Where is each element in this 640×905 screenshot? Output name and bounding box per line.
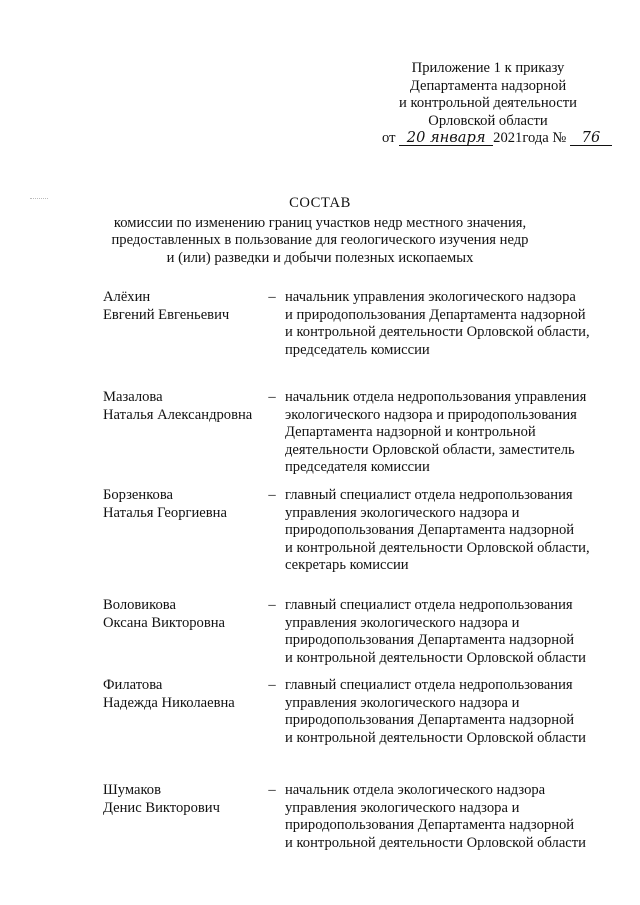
position-line: управления экологического надзора и: [285, 504, 520, 521]
member-row: [103, 389, 613, 477]
member-name: [103, 487, 268, 522]
position-line: и контрольной деятельности Орловской области: [285, 729, 586, 746]
dash-separator: –: [268, 487, 276, 503]
position-line: начальник отдела экологического надзора: [285, 782, 546, 798]
position-line: природопользования Департамента надзорной: [285, 817, 575, 833]
member-given-names: Евгений Евгеньевич: [103, 306, 230, 323]
member-surname: Шумаков: [103, 782, 161, 798]
appendix-line: Орловской области: [428, 112, 548, 129]
appendix-line: Департамента надзорной: [409, 77, 567, 94]
member-row: [103, 782, 613, 852]
member-surname: Мазалова: [103, 389, 163, 405]
member-given-names: Надежда Николаевна: [103, 694, 235, 711]
member-position: [285, 597, 613, 667]
position-line: начальник отдела недропользования управления: [285, 389, 587, 405]
position-line: председателя комиссии: [285, 459, 430, 475]
member-position: [285, 782, 613, 852]
member-name: [103, 597, 268, 632]
member-position: [285, 289, 613, 359]
dash-separator: –: [268, 677, 276, 693]
member-surname: Алёхин: [103, 289, 151, 305]
position-line: управления экологического надзора и: [285, 614, 520, 631]
order-date-line: [368, 130, 608, 148]
title-line: и (или) разведки и добычи полезных ископаемых: [166, 249, 474, 266]
position-line: главный специалист отдела недропользования: [285, 677, 573, 693]
position-line: управления экологического надзора и: [285, 799, 520, 816]
dash-separator: –: [268, 782, 276, 798]
position-line: председатель комиссии: [285, 341, 430, 358]
title-heading: СОСТАВ: [289, 195, 351, 211]
title-line: комиссии по изменению границ участков недр местного значения,: [113, 214, 527, 231]
title-line: предоставленных в пользование для геологического изучения недр: [111, 232, 529, 248]
scan-mark: [30, 198, 48, 207]
position-line: управления экологического надзора и: [285, 694, 520, 711]
position-line: начальник управления экологического надзора: [285, 289, 576, 305]
member-name: [103, 389, 268, 424]
member-given-names: Оксана Викторовна: [103, 614, 226, 631]
appendix-line: Приложение 1 к приказу: [411, 60, 565, 76]
position-line: и контрольной деятельности Орловской области: [285, 649, 586, 666]
position-line: главный специалист отдела недропользования: [285, 487, 573, 503]
position-line: природопользования Департамента надзорной: [285, 632, 575, 648]
document-title: [100, 195, 540, 267]
member-name: [103, 677, 268, 712]
member-position: [285, 389, 613, 477]
position-line: и контрольной деятельности Орловской области,: [285, 324, 590, 340]
handwritten-order-number: 76: [570, 130, 612, 146]
position-line: деятельности Орловской области, заместитель: [285, 441, 575, 458]
position-line: главный специалист отдела недропользования: [285, 597, 573, 613]
position-line: экологического надзора и природопользования: [285, 406, 577, 423]
member-row: [103, 487, 613, 575]
member-position: [285, 677, 613, 747]
position-line: природопользования Департамента надзорной: [285, 522, 575, 538]
handwritten-date: 20 января: [399, 130, 493, 146]
member-surname: Борзенкова: [103, 487, 174, 503]
date-prefix: от: [382, 130, 396, 146]
member-position: [285, 487, 613, 575]
position-line: секретарь комиссии: [285, 557, 409, 573]
year-text: 2021года №: [493, 130, 567, 146]
member-row: [103, 677, 613, 747]
appendix-block: [368, 60, 608, 148]
dash-separator: –: [268, 289, 276, 305]
member-name: [103, 289, 268, 324]
member-given-names: Денис Викторович: [103, 799, 220, 816]
position-line: и контрольной деятельности Орловской области: [285, 834, 586, 851]
appendix-line: и контрольной деятельности: [399, 95, 577, 111]
member-name: [103, 782, 268, 817]
dash-separator: –: [268, 389, 276, 405]
member-row: [103, 597, 613, 667]
member-surname: Воловикова: [103, 597, 176, 613]
member-given-names: Наталья Александровна: [103, 406, 253, 423]
member-given-names: Наталья Георгиевна: [103, 504, 227, 521]
dash-separator: –: [268, 597, 276, 613]
position-line: и контрольной деятельности Орловской области,: [285, 539, 590, 556]
position-line: природопользования Департамента надзорной: [285, 712, 575, 728]
position-line: Департамента надзорной и контрольной: [285, 424, 536, 440]
member-row: [103, 289, 613, 359]
position-line: и природопользования Департамента надзорной: [285, 306, 586, 323]
member-surname: Филатова: [103, 677, 163, 693]
